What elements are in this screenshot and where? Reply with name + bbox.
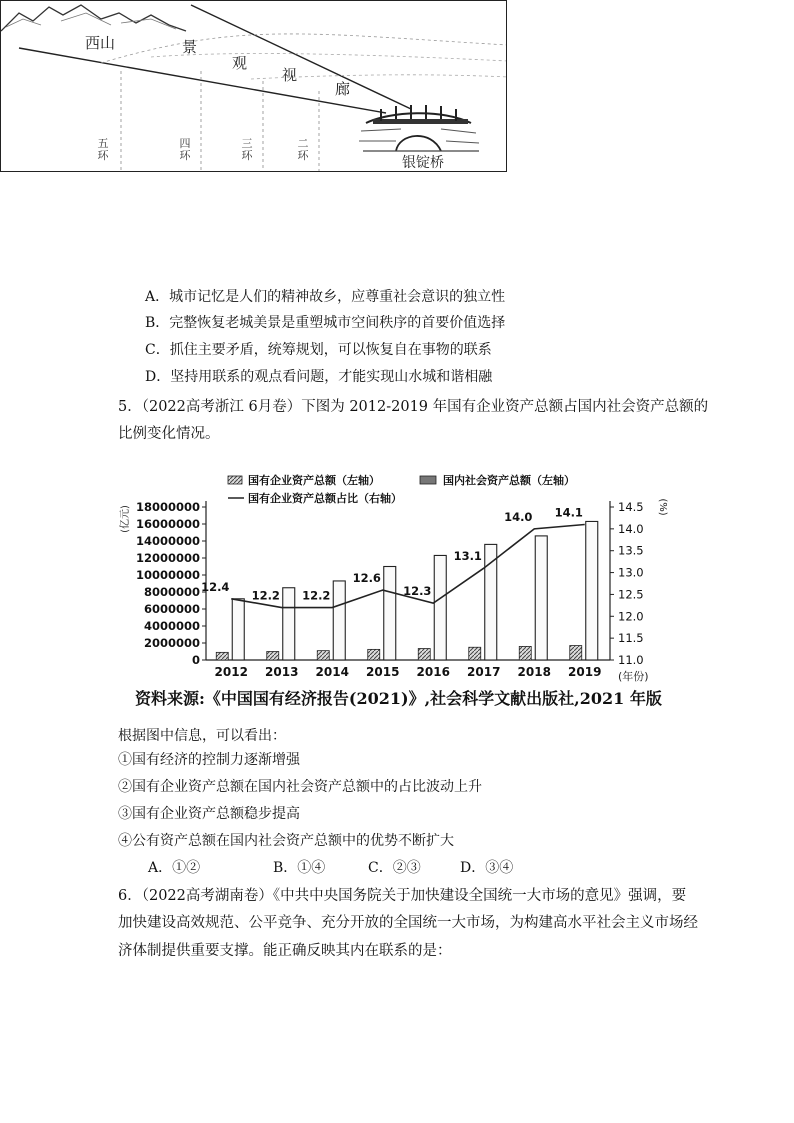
y-tick-label-left: 10000000: [135, 568, 200, 582]
x-tick-label: 2016: [416, 665, 450, 679]
y-axis-label-left: (亿元): [120, 505, 131, 533]
x-tick-label: 2012: [214, 665, 248, 679]
q6-stem-line2: 加快建设高效规范、公平竞争、充分开放的全国统一大市场，为构建高水平社会主义市场经: [118, 915, 698, 931]
y-tick-label-left: 16000000: [135, 517, 200, 531]
bar-state-owned: [519, 646, 531, 660]
ring-label-3: 三环: [241, 137, 253, 162]
statement-1: ①国有经济的控制力逐渐增强: [118, 752, 300, 768]
label-shi: 视: [282, 66, 298, 84]
legend-swatch-state-owned: [228, 476, 242, 484]
bar-social-total: [434, 555, 446, 660]
y-tick-label-right: 14.5: [618, 500, 644, 514]
y-tick-label-right: 11.5: [618, 631, 644, 646]
statement-3: ③国有企业资产总额稳步提高: [118, 806, 300, 822]
q5-stem-line1: 5．（2022高考浙江 6月卷）下图为 2012-2019 年国有企业资产总额占国内社会资产总额的: [118, 399, 709, 415]
label-jing: 景: [182, 38, 198, 56]
q4-option-c: C．抓住主要矛盾，统筹规划，可以恢复自在事物的联系: [145, 342, 492, 358]
dashed-contour-2: [151, 54, 507, 61]
y-tick-label-left: 4000000: [143, 619, 200, 633]
asset-chart-svg: [118, 467, 698, 710]
x-tick-label: 2017: [467, 665, 501, 679]
x-tick-label: 2014: [315, 665, 349, 679]
q6-stem-line1: 6．（2022高考湖南卷）《中共中央国务院关于加快建设全国统一大市场的意见》强调，要: [118, 888, 687, 904]
q4-option-a: A．城市记忆是人们的精神故乡，应尊重社会意识的独立性: [145, 289, 506, 305]
bar-social-total: [535, 536, 547, 660]
x-tick-label: 2019: [568, 665, 602, 679]
bar-state-owned: [570, 646, 582, 660]
data-label: 14.0: [504, 509, 533, 524]
y-axis-label-right: (%): [657, 498, 668, 516]
bar-state-owned: [368, 649, 380, 660]
bar-state-owned: [267, 652, 279, 661]
view-corridor-drawing: [1, 1, 507, 172]
bar-state-owned: [216, 652, 228, 660]
q4-option-d: D．坚持用联系的观点看问题，才能实现山水城和谐相融: [145, 369, 493, 385]
label-xishan: 西山: [85, 34, 116, 52]
legend-label-state-owned: 国有企业资产总额（左轴）: [248, 474, 380, 487]
choice-a: A．①②: [148, 860, 201, 876]
ring-label-4: 四环: [179, 137, 191, 162]
chart-source: 资料来源:《中国国有经济报告(2021)》,社会科学文献出版社,2021 年版: [135, 689, 662, 708]
label-guan: 观: [232, 54, 248, 72]
x-tick-label: 2015: [366, 665, 400, 679]
y-tick-label-left: 0: [191, 653, 200, 667]
y-tick-label-right: 12.5: [618, 587, 644, 602]
x-tick-label: 2018: [517, 665, 551, 679]
choice-d: D．③④: [460, 860, 514, 876]
bar-social-total: [232, 599, 244, 660]
q6-stem-line3: 济体制提供重要支撑。能正确反映其内在联系的是：: [118, 943, 452, 959]
q5-stem-line2: 比例变化情况。: [118, 426, 220, 442]
y-tick-label-right: 13.0: [618, 565, 644, 580]
data-label: 12.3: [403, 584, 432, 599]
legend-label-share: 国有企业资产总额占比（右轴）: [248, 492, 402, 505]
bar-state-owned: [317, 651, 329, 660]
data-label: 12.4: [201, 579, 230, 594]
label-bridge: 银锭桥: [402, 155, 444, 171]
x-axis-label: (年份): [618, 670, 649, 683]
x-tick-label: 2013: [265, 665, 299, 679]
y-tick-label-left: 2000000: [143, 636, 200, 650]
data-label: 12.2: [302, 588, 331, 603]
ring-label-5: 五环: [97, 137, 109, 162]
y-tick-label-right: 11.0: [618, 653, 644, 667]
q5-prompt: 根据图中信息，可以看出：: [118, 728, 286, 744]
y-tick-label-left: 14000000: [135, 534, 200, 548]
bar-social-total: [283, 588, 295, 660]
bar-social-total: [333, 581, 345, 660]
choice-b: B．①④: [273, 860, 326, 876]
y-tick-label-right: 13.5: [618, 543, 644, 558]
bar-social-total: [384, 567, 396, 661]
data-label: 12.2: [251, 588, 280, 603]
label-lang: 廊: [335, 80, 351, 98]
legend-label-social-total: 国内社会资产总额（左轴）: [443, 474, 575, 487]
y-tick-label-right: 14.0: [618, 521, 644, 536]
y-tick-label-left: 12000000: [135, 551, 200, 565]
asset-chart: [118, 467, 698, 710]
statement-4: ④公有资产总额在国内社会资产总额中的优势不断扩大: [118, 833, 454, 849]
corridor-upper-line: [191, 5, 411, 109]
choice-c: C．②③: [368, 860, 421, 876]
statement-2: ②国有企业资产总额在国内社会资产总额中的占比波动上升: [118, 779, 482, 795]
bar-state-owned: [418, 649, 430, 660]
data-label: 12.6: [352, 571, 381, 586]
view-corridor-figure: [0, 0, 507, 172]
mountain-outline: [1, 5, 186, 31]
y-tick-label-left: 8000000: [143, 585, 200, 599]
data-label: 13.1: [453, 549, 482, 564]
bar-social-total: [586, 521, 598, 660]
y-tick-label-left: 6000000: [143, 602, 200, 616]
q4-option-b: B．完整恢复老城美景是重塑城市空间秩序的首要价值选择: [145, 315, 506, 331]
ring-label-2: 二环: [297, 137, 309, 162]
y-tick-label-left: 18000000: [135, 500, 200, 514]
corridor-lower-line: [19, 48, 386, 113]
legend-swatch-social-total: [420, 476, 436, 484]
bar-state-owned: [469, 647, 481, 660]
data-label: 14.1: [554, 505, 583, 520]
y-tick-label-right: 12.0: [618, 609, 644, 624]
